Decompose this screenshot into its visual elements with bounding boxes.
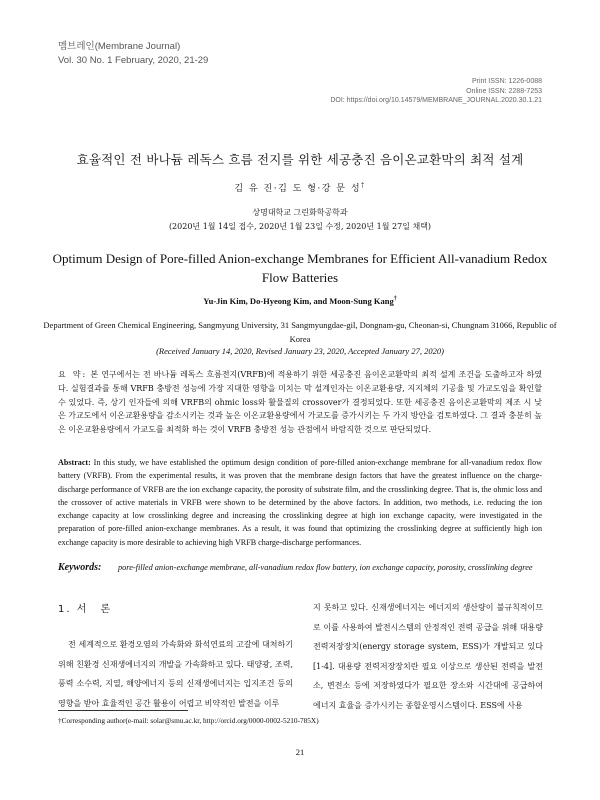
print-issn: Print ISSN: 1226-0088 xyxy=(471,78,542,85)
keywords-label: Keywords: xyxy=(58,562,102,573)
korean-title: 효율적인 전 바나듐 레독스 흐름 전지를 위한 세공충진 음이온교환막의 최적 설계 xyxy=(76,152,524,167)
korean-abstract-label: 요 약: xyxy=(58,370,88,379)
korean-authors-names: 김 유 진·김 도 형·강 문 성 xyxy=(234,184,362,194)
english-corresponding-mark: † xyxy=(393,296,397,303)
footnote: †Corresponding author(e-mail: solar@smu.ac.kr, http://orcid.org/0000-0002-5210-785X) xyxy=(58,716,319,725)
left-column xyxy=(58,600,293,713)
corresponding-mark: † xyxy=(361,182,366,189)
section-heading: 1. 서 론 xyxy=(58,604,113,615)
korean-abstract xyxy=(58,368,542,437)
korean-dates: (2020년 1월 14일 접수, 2020년 1월 23일 수정, 2020년 1월 27일 채택) xyxy=(168,222,432,231)
korean-affiliation: 상명대학교 그린화학공학과 xyxy=(252,208,348,217)
korean-authors xyxy=(40,181,560,194)
english-abstract-label: Abstract: xyxy=(58,458,91,467)
korean-abstract-text: 본 연구에서는 전 바나듐 레독스 흐름전지(VRFB)에 적용하기 위한 세공충진 음이온교환막의 최적 설계 조건을 도출하고자 하였다. 실험결과를 통해 VRFB 충방전 성능에 가장 지대한 영향을 미치는 막 설계인자는 이온교환용량, 지지체의 기공율 및 가교도임을 확인할 수 있었다. 즉, 상기 인자들에 의해 VRFB의 ohmic loss와 활물질의 crossover가 결정되었다. 또한 세공충진 음이온교환막의 제조 시 낮은 가교도에서 이온교환용량을 감소시키는 것과 높은 이온교환용량에서 가교도를 증가시키는 두 가지 방안을 검토하였다. 그 결과 충분히 높은 이온교환용량에서 가교도를 최적화 하는 것이 VRFB 충방전 성능 관점에서 바람직한 것으로 판단되었다. xyxy=(58,370,542,435)
english-authors-names: Yu-Jin Kim, Do-Hyeong Kim, and Moon-Sung Kang xyxy=(203,296,394,306)
english-title: Optimum Design of Pore-filled Anion-exchange Membranes for Efficient All-vanadium Redox Flow Batteries xyxy=(52,251,548,285)
left-paragraph: 전 세계적으로 환경오염의 가속화와 화석연료의 고갈에 대처하기 위해 친환경 신재생에너지의 개발을 가속화하고 있다. 태양광, 조력, 풍력 소수력, 지열, 해양에너지 등의 신재생에너지는 입지조건 등의 영향을 받아 효율적인 공간 활용이 어렵고 비약적인 발전을 이루 xyxy=(58,640,293,708)
journal-volume: Vol. 30 No. 1 February, 2020, 21-29 xyxy=(58,55,209,66)
right-paragraph: 지 못하고 있다. 신재생에너지는 에너지의 생산량이 불규칙적이므로 이를 사용하여 발전시스템의 안정적인 전력 공급을 위해 대용량 전력저장장치(energy storage system, ESS)가 개발되고 있다[1-4]. 대용량 전력저장장치란 필요 이상으로 생산된 전력을 발전소, 변전소 등에 저장하였다가 필요한 장소와 시간대에 공급하여 에너지 효율을 증가시키는 종합운영시스템이다. ESS에 사용 xyxy=(313,603,543,710)
english-abstract-text: In this study, we have established the optimum design condition of pore-filled anion-exchange membrane for all-vanadium redox flow battery (VRFB). From the experimental results, it was proven that the membrane design factors that have the greatest influence on the charge-discharge performance of VRFB are the ion exchange capacity, the porosity of substrate film, and the crosslinking degree. That is, the ohmic loss and the crossover of active materials in VRFB were shown to be determined by the above factors. In addition, two methods, i.e. reducing the ion exchange capacity at low crosslinking degree and increasing the crosslinking degree at high ion exchange capacity, were investigated in the preparation of pore-filled anion-exchange membranes. As a result, it was found that optimizing the crosslinking degree at sufficiently high ion exchange capacity is more desirable to achieving high VRFB charge-discharge performances. xyxy=(58,458,542,547)
english-abstract xyxy=(58,456,542,549)
journal-header xyxy=(58,40,208,68)
issn-block xyxy=(330,77,542,106)
online-issn: Online ISSN: 2288-7253 xyxy=(466,87,542,95)
english-dates: (Received January 14, 2020, Revised January 23, 2020, Accepted January 27, 2020) xyxy=(156,346,444,356)
journal-name: 멤브레인(Membrane Journal) xyxy=(58,41,181,52)
right-column xyxy=(313,598,543,715)
keywords xyxy=(58,562,542,574)
english-affiliation: Department of Green Chemical Engineering, Sangmyung University, 31 Sangmyungdae-gil, Dongnam-gu, Cheonan-si, Chungnam 31066, Republic of Korea xyxy=(43,320,557,344)
footnote-divider xyxy=(58,710,188,711)
doi-link[interactable]: DOI: https://doi.org/10.14579/MEMBRANE_JOURNAL.2020.30.1.21 xyxy=(330,97,542,104)
english-authors xyxy=(40,296,560,306)
page-number: 21 xyxy=(295,747,305,757)
keywords-text: pore-filled anion-exchange membrane, all-vanadium redox flow battery, ion exchange capacity, porosity, crosslinking degree xyxy=(118,563,533,572)
